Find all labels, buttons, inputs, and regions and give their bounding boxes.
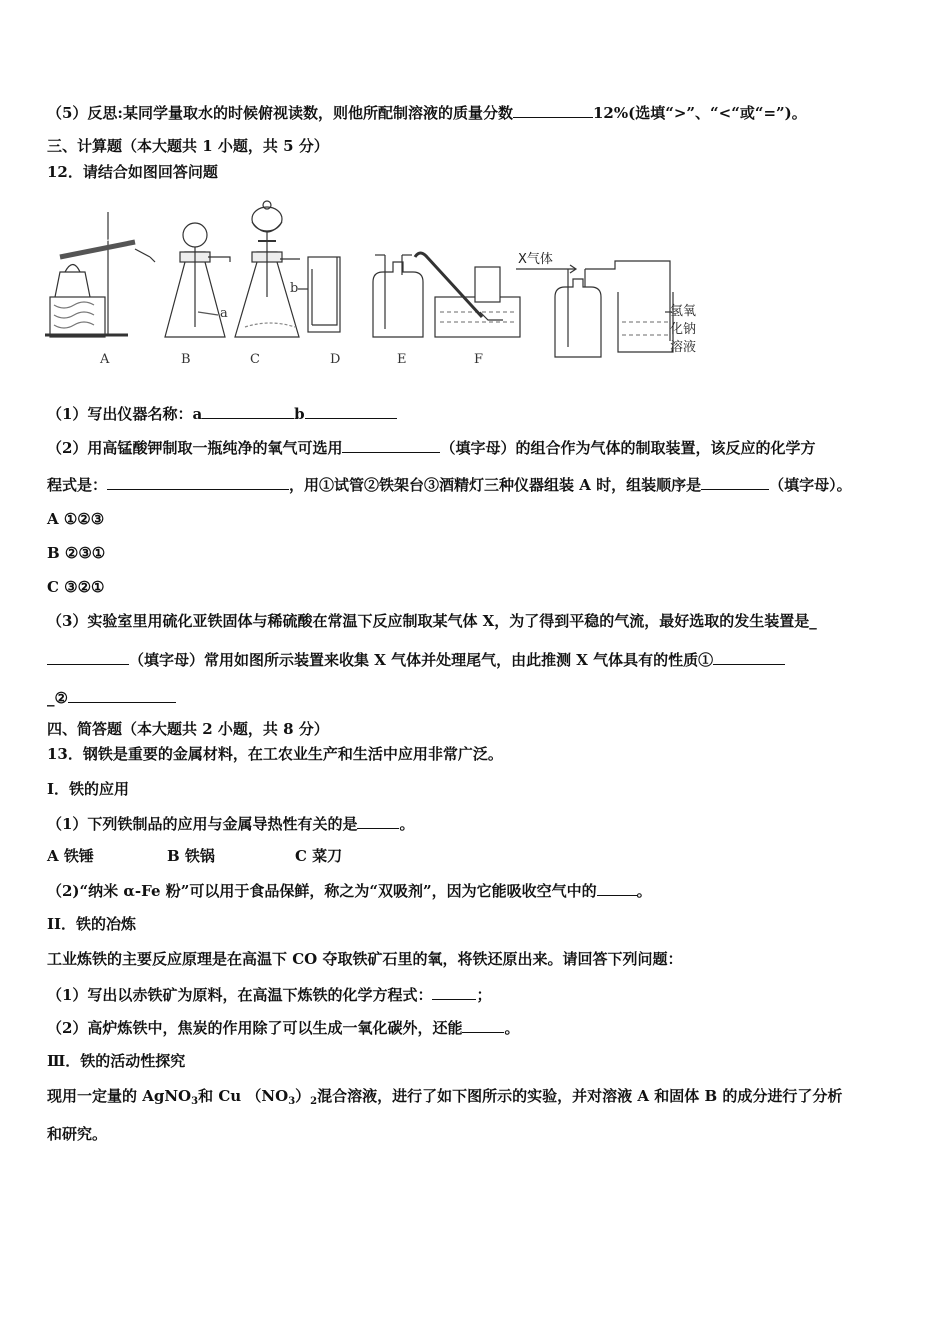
question-12-part-2-line-2: 程式是： ，用①试管②铁架台③酒精灯三种仪器组装 A 时，组装顺序是 （填字母）。: [47, 476, 852, 494]
apparatus-e: [373, 255, 423, 337]
label-f: F: [474, 352, 484, 367]
part-1-q1: （1）下列铁制品的应用与金属导热性有关的是 。: [47, 815, 415, 833]
part-3-line-1: 现用一定量的 AgNO$_3$和 Cu $(NO_3)_2$混合溶液，进行了如下图所示的实验，并对溶液 A 和固体 B 的成分进行了分析: [47, 1087, 843, 1107]
question-12-stem: 12．请结合如图回答问题: [47, 163, 218, 181]
question-12-part-2-line-1: （2）用高锰酸钾制取一瓶纯净的氧气可选用 （填字母）的组合作为气体的制取装置，该反应的化学方: [47, 439, 816, 457]
part-1-title: I．铁的应用: [47, 780, 130, 798]
question-11-part-5: （5）反思:某同学量取水的时候俯视读数，则他所配制溶液的质量分数 12%(选填“>”、“<“或“=”)。: [47, 104, 807, 122]
apparatus-c: [235, 201, 300, 337]
answer-blank[interactable]: [342, 437, 440, 453]
part-3-title: Ⅲ．铁的活动性探究: [47, 1052, 186, 1070]
svg-text:a: a: [220, 306, 228, 321]
answer-blank[interactable]: [432, 984, 476, 1000]
answer-blank[interactable]: [462, 1017, 504, 1033]
part-1-q2: （2)“纳米 α-Fe 粉”可以用于食品保鲜，称之为“双吸剂”，因为它能吸收空气中的 。: [47, 882, 652, 900]
option-b[interactable]: B ②③①: [47, 544, 106, 562]
part-2-intro: 工业炼铁的主要反应原理是在高温下 CO 夺取铁矿石里的氧，将铁还原出来。请回答下列问题：: [47, 950, 683, 968]
label-b: B: [181, 352, 191, 367]
option-a[interactable]: A ①②③: [47, 510, 105, 528]
option-a[interactable]: A 铁锤: [47, 847, 94, 865]
apparatus-b: [165, 223, 230, 337]
apparatus-f: [415, 253, 520, 337]
apparatus-d: [290, 257, 340, 332]
answer-blank[interactable]: [597, 880, 637, 896]
property-1-blank[interactable]: [713, 649, 785, 665]
answer-blank[interactable]: [47, 649, 129, 665]
label-c: C: [250, 352, 260, 367]
part-3-line-2: 和研究。: [47, 1125, 108, 1143]
question-12-part-3-line-1: （3）实验室里用硫化亚铁固体与稀硫酸在常温下反应制取某气体 X，为了得到平稳的气流，最好选取的发生装置是_: [47, 612, 817, 630]
question-12-part-3-line-3: _②: [47, 687, 176, 708]
svg-text:氢氧: 氢氧: [670, 304, 697, 319]
label-d: D: [330, 352, 341, 367]
svg-text:溶液: 溶液: [670, 340, 697, 355]
option-c[interactable]: C ③②①: [47, 578, 105, 596]
option-b[interactable]: B 铁锅: [167, 847, 215, 865]
apparatus-collection: [516, 251, 673, 357]
svg-text:b: b: [290, 281, 299, 296]
question-12-part-3-line-2: （填字母）常用如图所示装置来收集 X 气体并处理尾气，由此推测 X 气体具有的性质①: [47, 649, 785, 670]
part-2-q1: （1）写出以赤铁矿为原料，在高温下炼铁的化学方程式： ；: [47, 986, 492, 1004]
answer-blank[interactable]: [513, 102, 593, 118]
property-2-blank[interactable]: [68, 687, 176, 703]
question-12-part-1: （1）写出仪器名称：a b: [47, 403, 397, 424]
option-c[interactable]: C 菜刀: [295, 847, 343, 865]
section-4-heading: 四、简答题（本大题共 2 小题，共 8 分）: [47, 720, 329, 738]
answer-blank[interactable]: [701, 474, 769, 490]
part-1-options: [47, 846, 342, 866]
equation-blank[interactable]: [107, 474, 289, 490]
part-2-q2: （2）高炉炼铁中，焦炭的作用除了可以生成一氧化碳外，还能 。: [47, 1019, 520, 1037]
svg-text:化钠: 化钠: [670, 322, 697, 337]
label-a: A: [100, 352, 110, 367]
section-3-heading: 三、计算题（本大题共 1 小题，共 5 分）: [47, 137, 329, 155]
label-e: E: [397, 352, 407, 367]
blank-b[interactable]: [305, 403, 397, 419]
svg-text:X气体: X气体: [518, 252, 553, 267]
answer-blank[interactable]: [357, 813, 399, 829]
apparatus-a: [45, 212, 155, 337]
part-2-title: II．铁的冶炼: [47, 915, 137, 933]
question-13-stem: 13．钢铁是重要的金属材料，在工农业生产和生活中应用非常广泛。: [47, 745, 503, 763]
apparatus-figure: [40, 197, 720, 373]
blank-a[interactable]: [202, 403, 294, 419]
